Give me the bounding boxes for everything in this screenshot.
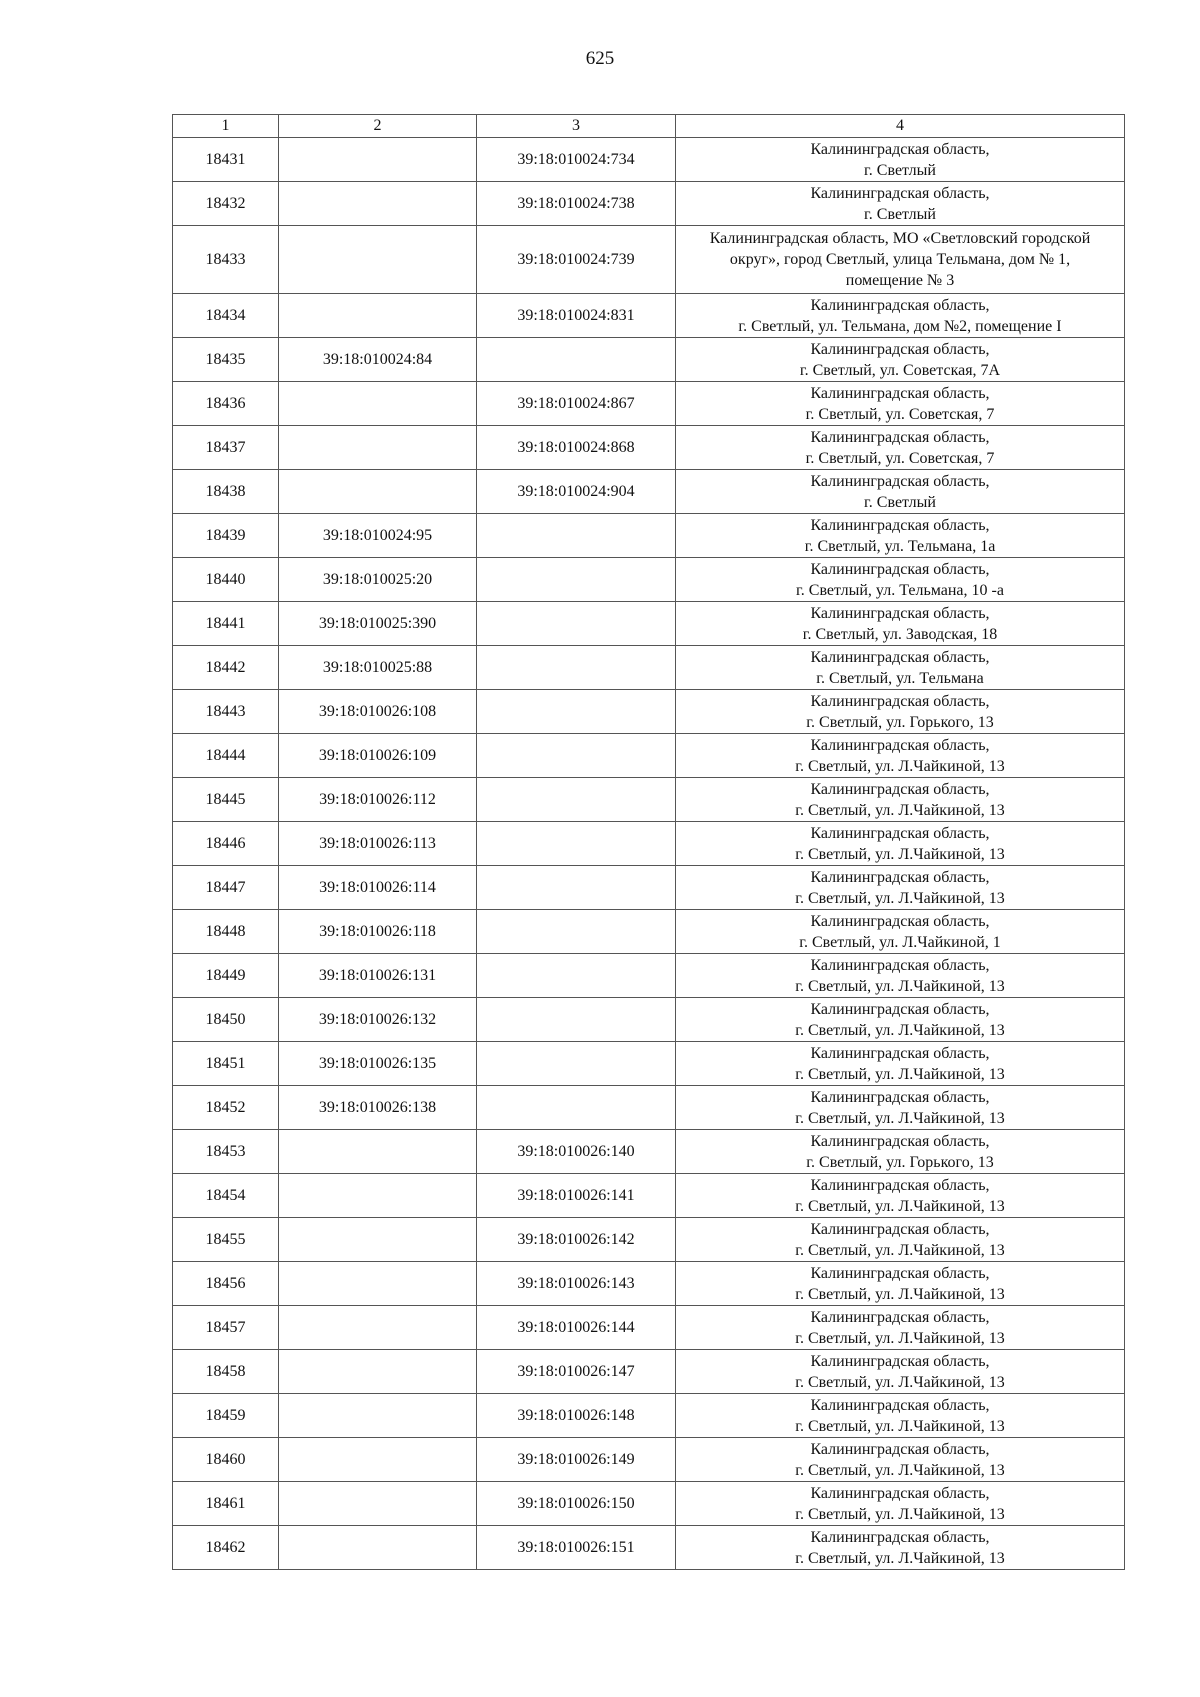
address-line: г. Светлый — [864, 205, 936, 223]
cadastral-number-cell: 39:18:010025:390 — [279, 602, 477, 646]
cadastral-number-cell — [477, 1086, 676, 1130]
address-line: г. Светлый, ул. Л.Чайкиной, 13 — [795, 1285, 1005, 1303]
address-cell — [676, 778, 1125, 822]
address-cell — [676, 690, 1125, 734]
cadastral-number-cell — [279, 1218, 477, 1262]
table-body — [173, 138, 1125, 1570]
address-line: Калининградская область, — [810, 604, 990, 622]
cadastral-number-cell: 39:18:010026:141 — [477, 1174, 676, 1218]
cadastral-number-cell — [279, 426, 477, 470]
cadastral-number-cell: 39:18:010024:84 — [279, 338, 477, 382]
address-line: Калининградская область, — [810, 1396, 990, 1414]
cadastral-number-cell — [477, 1042, 676, 1086]
row-number-cell: 18433 — [173, 226, 279, 294]
row-number-cell: 18439 — [173, 514, 279, 558]
row-number-cell: 18448 — [173, 910, 279, 954]
row-number-cell: 18447 — [173, 866, 279, 910]
header-row — [173, 115, 1125, 138]
cadastral-number-cell: 39:18:010026:140 — [477, 1130, 676, 1174]
cadastral-number-cell: 39:18:010024:867 — [477, 382, 676, 426]
cadastral-number-cell: 39:18:010026:148 — [477, 1394, 676, 1438]
address-line: г. Светлый, ул. Л.Чайкиной, 13 — [795, 1461, 1005, 1479]
address-cell — [676, 1042, 1125, 1086]
address-cell — [676, 138, 1125, 182]
address-cell — [676, 1350, 1125, 1394]
cadastral-number-cell — [279, 294, 477, 338]
address-cell — [676, 1086, 1125, 1130]
cadastral-number-cell — [477, 866, 676, 910]
address-line: Калининградская область, — [810, 1308, 990, 1326]
row-number-cell: 18443 — [173, 690, 279, 734]
cadastral-number-cell: 39:18:010025:20 — [279, 558, 477, 602]
cadastral-number-cell: 39:18:010026:143 — [477, 1262, 676, 1306]
address-line: г. Светлый, ул. Л.Чайкиной, 13 — [795, 1021, 1005, 1039]
address-cell — [676, 602, 1125, 646]
cadastral-number-cell — [477, 558, 676, 602]
cadastral-number-cell: 39:18:010026:131 — [279, 954, 477, 998]
cadastral-number-cell: 39:18:010024:831 — [477, 294, 676, 338]
header-col-2: 2 — [279, 115, 477, 138]
cadastral-number-cell — [279, 1350, 477, 1394]
address-cell — [676, 382, 1125, 426]
row-number-cell: 18432 — [173, 182, 279, 226]
address-cell — [676, 294, 1125, 338]
header-col-1: 1 — [173, 115, 279, 138]
address-line: Калининградская область, — [810, 1088, 990, 1106]
cadastral-number-cell — [477, 998, 676, 1042]
address-cell — [676, 1394, 1125, 1438]
cadastral-number-cell: 39:18:010026:149 — [477, 1438, 676, 1482]
row-number-cell: 18445 — [173, 778, 279, 822]
address-cell — [676, 734, 1125, 778]
row-number-cell: 18458 — [173, 1350, 279, 1394]
address-line: г. Светлый, ул. Тельмана, 1а — [804, 537, 996, 555]
row-number-cell: 18460 — [173, 1438, 279, 1482]
address-line: Калининградская область, — [810, 516, 990, 534]
row-number-cell: 18452 — [173, 1086, 279, 1130]
cadastral-number-cell: 39:18:010024:739 — [477, 226, 676, 294]
address-line: Калининградская область, — [810, 736, 990, 754]
address-line: г. Светлый, ул. Тельмана, 10 -а — [796, 581, 1004, 599]
row-number-cell: 18441 — [173, 602, 279, 646]
address-line: г. Светлый, ул. Л.Чайкиной, 13 — [795, 757, 1005, 775]
cadastral-number-cell — [279, 1394, 477, 1438]
address-line: Калининградская область, — [810, 1000, 990, 1018]
table-row — [173, 382, 1125, 426]
table-row — [173, 1482, 1125, 1526]
address-cell — [676, 182, 1125, 226]
row-number-cell: 18461 — [173, 1482, 279, 1526]
address-line: Калининградская область, — [810, 692, 990, 710]
address-line: округ», город Светлый, улица Тельмана, дом № 1, — [729, 251, 1071, 268]
address-cell — [676, 514, 1125, 558]
row-number-cell: 18437 — [173, 426, 279, 470]
table-row — [173, 1174, 1125, 1218]
table-row — [173, 558, 1125, 602]
address-cell — [676, 1306, 1125, 1350]
row-number-cell: 18436 — [173, 382, 279, 426]
table-row — [173, 954, 1125, 998]
row-number-cell: 18450 — [173, 998, 279, 1042]
cadastral-number-cell — [279, 1526, 477, 1570]
address-line: г. Светлый, ул. Советская, 7 — [805, 405, 995, 423]
cadastral-number-cell: 39:18:010024:738 — [477, 182, 676, 226]
address-line: г. Светлый, ул. Л.Чайкиной, 13 — [795, 1241, 1005, 1259]
row-number-cell: 18456 — [173, 1262, 279, 1306]
table-row — [173, 734, 1125, 778]
table-row — [173, 470, 1125, 514]
address-line: Калининградская область, — [810, 560, 990, 578]
address-line: г. Светлый, ул. Л.Чайкиной, 13 — [795, 1505, 1005, 1523]
address-line: Калининградская область, — [810, 824, 990, 842]
cadastral-number-cell: 39:18:010026:138 — [279, 1086, 477, 1130]
address-line: помещение № 3 — [845, 272, 955, 289]
address-line: Калининградская область, МО «Светловский городской — [709, 230, 1091, 247]
cadastral-number-cell — [279, 1482, 477, 1526]
row-number-cell: 18453 — [173, 1130, 279, 1174]
address-cell — [676, 1438, 1125, 1482]
page-number: 625 — [585, 48, 615, 69]
header-col-3: 3 — [477, 115, 676, 138]
table-row — [173, 866, 1125, 910]
address-line: г. Светлый, ул. Заводская, 18 — [802, 625, 998, 643]
cadastral-number-cell — [279, 1262, 477, 1306]
cadastral-number-cell — [279, 226, 477, 294]
row-number-cell: 18455 — [173, 1218, 279, 1262]
table-row — [173, 226, 1125, 294]
row-number-cell: 18459 — [173, 1394, 279, 1438]
row-number-cell: 18435 — [173, 338, 279, 382]
address-line: г. Светлый, ул. Горького, 13 — [806, 1153, 994, 1171]
cadastral-number-cell: 39:18:010026:109 — [279, 734, 477, 778]
address-line: г. Светлый, ул. Л.Чайкиной, 13 — [795, 1109, 1005, 1127]
address-line: г. Светлый, ул. Горького, 13 — [806, 713, 994, 731]
address-line: Калининградская область, — [810, 1044, 990, 1062]
address-line: Калининградская область, — [810, 780, 990, 798]
address-cell — [676, 1218, 1125, 1262]
table-row — [173, 1526, 1125, 1570]
cadastral-number-cell: 39:18:010024:734 — [477, 138, 676, 182]
cadastral-number-cell: 39:18:010026:112 — [279, 778, 477, 822]
table-row — [173, 778, 1125, 822]
table-header — [173, 115, 1125, 138]
table-row — [173, 426, 1125, 470]
cadastral-number-cell — [279, 1174, 477, 1218]
cadastral-number-cell — [477, 338, 676, 382]
table-row — [173, 1350, 1125, 1394]
row-number-cell: 18434 — [173, 294, 279, 338]
cadastral-number-cell: 39:18:010026:142 — [477, 1218, 676, 1262]
address-line: Калининградская область, — [810, 1220, 990, 1238]
address-line: Калининградская область, — [810, 1484, 990, 1502]
address-cell — [676, 954, 1125, 998]
cadastral-number-cell: 39:18:010024:868 — [477, 426, 676, 470]
cadastral-number-cell — [477, 690, 676, 734]
address-line: г. Светлый, ул. Тельмана — [816, 669, 984, 687]
cadastral-number-cell: 39:18:010026:144 — [477, 1306, 676, 1350]
address-cell — [676, 558, 1125, 602]
address-line: Калининградская область, — [810, 1176, 990, 1194]
row-number-cell: 18454 — [173, 1174, 279, 1218]
address-line: г. Светлый, ул. Л.Чайкиной, 13 — [795, 801, 1005, 819]
address-line: Калининградская область, — [810, 1352, 990, 1370]
address-line: Калининградская область, — [810, 296, 990, 314]
address-cell — [676, 866, 1125, 910]
address-line: Калининградская область, — [810, 912, 990, 930]
cadastral-number-cell — [279, 182, 477, 226]
cadastral-number-cell — [477, 514, 676, 558]
cadastral-number-cell: 39:18:010026:151 — [477, 1526, 676, 1570]
table-row — [173, 182, 1125, 226]
address-line: г. Светлый, ул. Советская, 7А — [799, 361, 1001, 379]
address-line: Калининградская область, — [810, 384, 990, 402]
address-line: Калининградская область, — [810, 868, 990, 886]
address-cell — [676, 1526, 1125, 1570]
address-cell — [676, 1174, 1125, 1218]
address-cell — [676, 1482, 1125, 1526]
row-number-cell: 18451 — [173, 1042, 279, 1086]
cadastral-number-cell: 39:18:010026:108 — [279, 690, 477, 734]
address-line: г. Светлый, ул. Л.Чайкиной, 13 — [795, 1065, 1005, 1083]
table-row — [173, 338, 1125, 382]
cadastral-number-cell: 39:18:010026:118 — [279, 910, 477, 954]
address-cell — [676, 998, 1125, 1042]
cadastral-number-cell — [477, 734, 676, 778]
row-number-cell: 18431 — [173, 138, 279, 182]
address-line: Калининградская область, — [810, 648, 990, 666]
table-row — [173, 294, 1125, 338]
table-row — [173, 514, 1125, 558]
cadastral-number-cell — [279, 1130, 477, 1174]
header-col-4: 4 — [676, 115, 1125, 138]
address-line: г. Светлый, ул. Л.Чайкиной, 1 — [799, 933, 1001, 951]
cadastral-number-cell — [477, 778, 676, 822]
table-row — [173, 1438, 1125, 1482]
address-cell — [676, 646, 1125, 690]
cadastral-number-cell — [279, 470, 477, 514]
table-row — [173, 602, 1125, 646]
address-line: Калининградская область, — [810, 428, 990, 446]
address-line: г. Светлый, ул. Тельмана, дом №2, помещение I — [738, 317, 1062, 335]
registry-table — [172, 114, 1125, 1570]
table-row — [173, 1130, 1125, 1174]
table-row — [173, 1306, 1125, 1350]
address-line: г. Светлый, ул. Л.Чайкиной, 13 — [795, 1373, 1005, 1391]
cadastral-number-cell: 39:18:010024:904 — [477, 470, 676, 514]
table-row — [173, 998, 1125, 1042]
address-line: г. Светлый, ул. Л.Чайкиной, 13 — [795, 1197, 1005, 1215]
address-cell — [676, 1262, 1125, 1306]
row-number-cell: 18438 — [173, 470, 279, 514]
table-row — [173, 1218, 1125, 1262]
cadastral-number-cell — [477, 822, 676, 866]
row-number-cell: 18444 — [173, 734, 279, 778]
address-cell — [676, 470, 1125, 514]
address-line: г. Светлый, ул. Л.Чайкиной, 13 — [795, 1549, 1005, 1567]
row-number-cell: 18449 — [173, 954, 279, 998]
row-number-cell: 18446 — [173, 822, 279, 866]
address-line: г. Светлый, ул. Л.Чайкиной, 13 — [795, 889, 1005, 907]
cadastral-number-cell: 39:18:010026:113 — [279, 822, 477, 866]
address-cell — [676, 1130, 1125, 1174]
address-cell — [676, 426, 1125, 470]
table-row — [173, 646, 1125, 690]
cadastral-number-cell: 39:18:010026:114 — [279, 866, 477, 910]
address-line: г. Светлый, ул. Л.Чайкиной, 13 — [795, 977, 1005, 995]
cadastral-number-cell — [477, 602, 676, 646]
table-row — [173, 1394, 1125, 1438]
address-cell — [676, 822, 1125, 866]
cadastral-number-cell — [279, 138, 477, 182]
cadastral-number-cell — [279, 1438, 477, 1482]
address-line: г. Светлый — [864, 161, 936, 179]
row-number-cell: 18457 — [173, 1306, 279, 1350]
address-line: г. Светлый, ул. Советская, 7 — [805, 449, 995, 467]
address-line: Калининградская область, — [810, 1264, 990, 1282]
cadastral-number-cell — [477, 646, 676, 690]
table-row — [173, 690, 1125, 734]
table-row — [173, 1086, 1125, 1130]
table-row — [173, 910, 1125, 954]
address-line: Калининградская область, — [810, 340, 990, 358]
address-line: Калининградская область, — [810, 1440, 990, 1458]
address-line: г. Светлый — [864, 493, 936, 511]
address-line: г. Светлый, ул. Л.Чайкиной, 13 — [795, 845, 1005, 863]
address-cell — [676, 338, 1125, 382]
cadastral-number-cell — [477, 954, 676, 998]
cadastral-number-cell — [279, 382, 477, 426]
row-number-cell: 18442 — [173, 646, 279, 690]
cadastral-number-cell: 39:18:010026:132 — [279, 998, 477, 1042]
row-number-cell: 18440 — [173, 558, 279, 602]
address-line: г. Светлый, ул. Л.Чайкиной, 13 — [795, 1329, 1005, 1347]
table-row — [173, 138, 1125, 182]
cadastral-number-cell — [279, 1306, 477, 1350]
address-line: Калининградская область, — [810, 472, 990, 490]
address-line: Калининградская область, — [810, 956, 990, 974]
address-line: Калининградская область, — [810, 1528, 990, 1546]
table-row — [173, 1262, 1125, 1306]
table-row — [173, 1042, 1125, 1086]
address-line: Калининградская область, — [810, 1132, 990, 1150]
table-row — [173, 822, 1125, 866]
row-number-cell: 18462 — [173, 1526, 279, 1570]
cadastral-number-cell: 39:18:010024:95 — [279, 514, 477, 558]
address-line: Калининградская область, — [810, 184, 990, 202]
cadastral-number-cell: 39:18:010026:150 — [477, 1482, 676, 1526]
cadastral-number-cell — [477, 910, 676, 954]
cadastral-number-cell: 39:18:010026:135 — [279, 1042, 477, 1086]
cadastral-number-cell: 39:18:010025:88 — [279, 646, 477, 690]
address-cell — [676, 226, 1125, 294]
address-cell — [676, 910, 1125, 954]
address-line: г. Светлый, ул. Л.Чайкиной, 13 — [795, 1417, 1005, 1435]
address-line: Калининградская область, — [810, 140, 990, 158]
cadastral-number-cell: 39:18:010026:147 — [477, 1350, 676, 1394]
